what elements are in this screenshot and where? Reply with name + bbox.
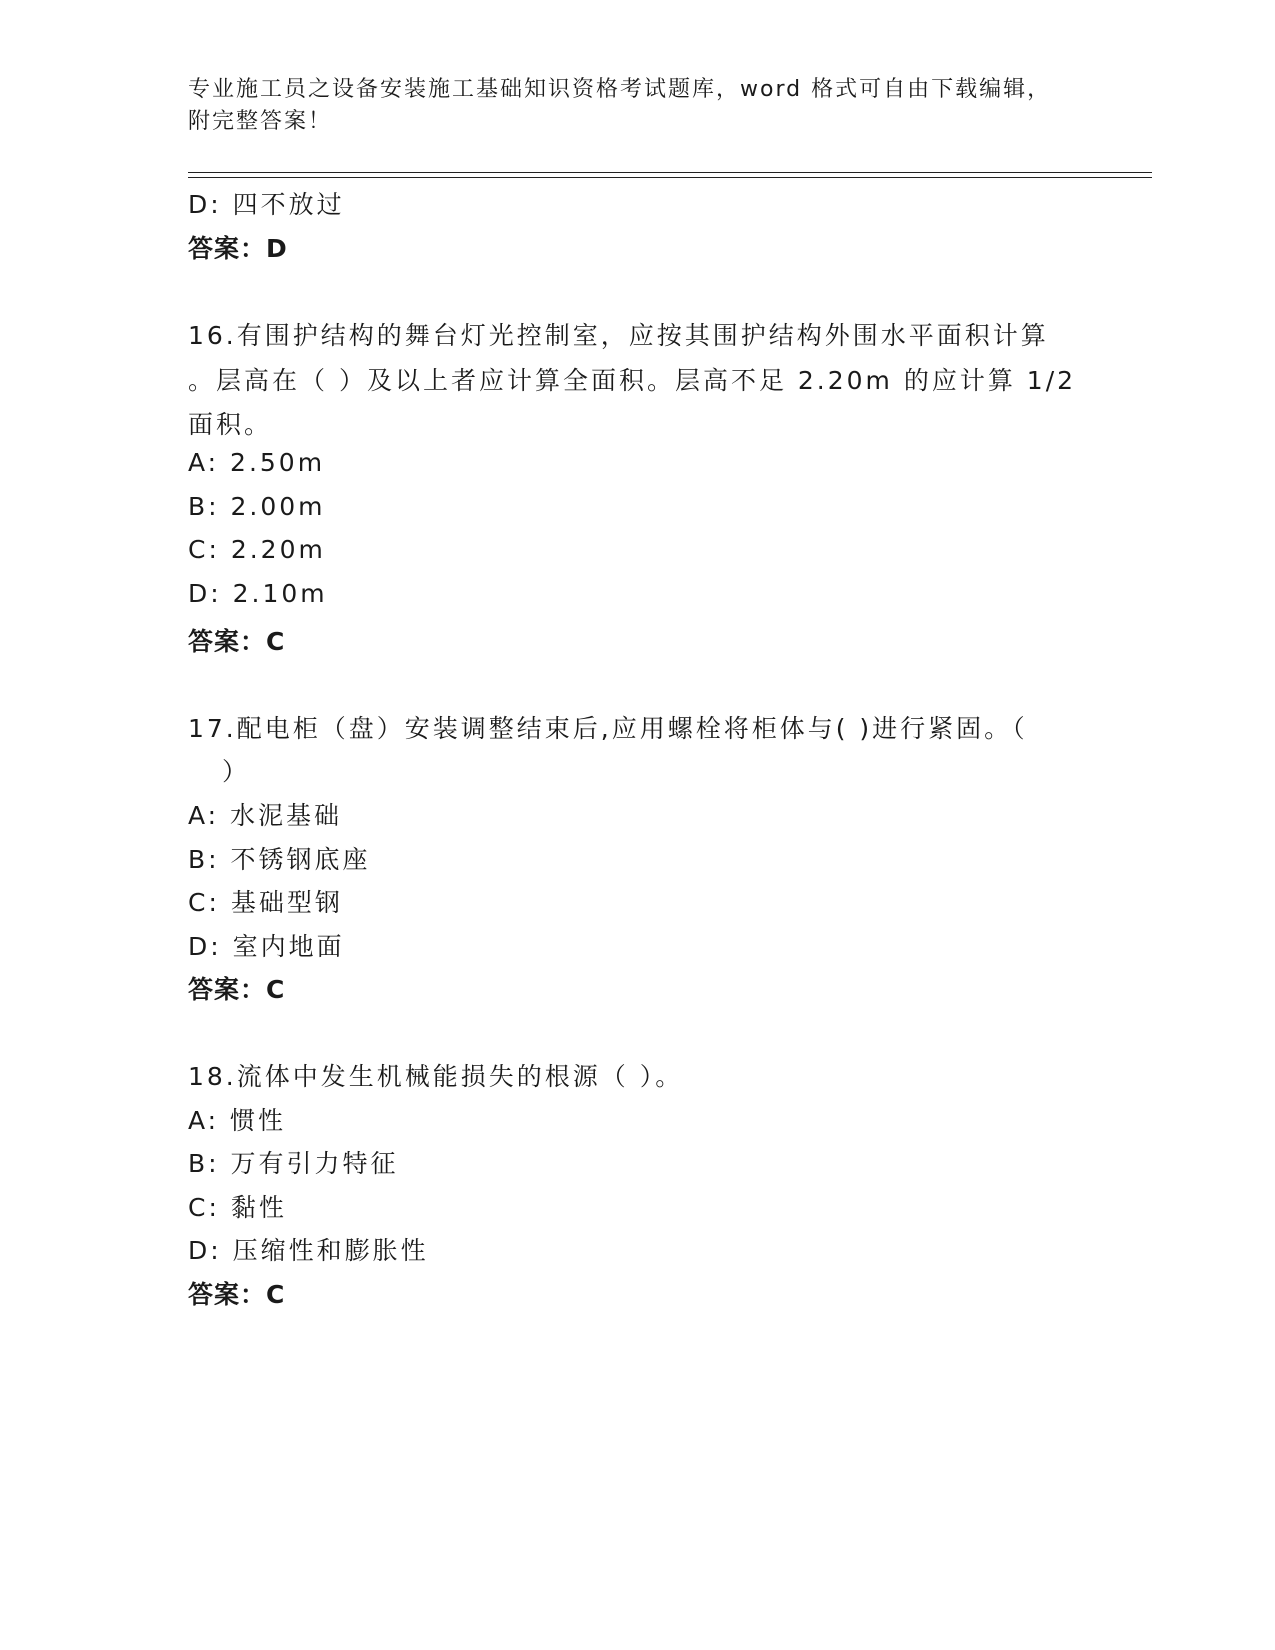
- q18-option-a: A: 惯性: [188, 1106, 287, 1135]
- q18-text-line-1: 18.流体中发生机械能损失的根源（ ）。: [188, 1062, 684, 1091]
- q17-option-c: C: 基础型钢: [188, 888, 343, 917]
- document-header: [188, 74, 1068, 138]
- header-rule-top: [188, 172, 1152, 173]
- header-rule-bottom: [188, 177, 1152, 178]
- prev-option-d: D: 四不放过: [188, 190, 345, 219]
- q16-option-a: A: 2.50m: [188, 448, 326, 477]
- q17-text-line-2: ）: [222, 757, 251, 786]
- q17-option-d: D: 室内地面: [188, 932, 345, 961]
- q16-answer: 答案：C: [188, 627, 286, 656]
- q17-text-line-1: 17.配电柜（盘）安装调整结束后,应用螺栓将柜体与( )进行紧固。（: [188, 714, 1028, 743]
- q18-option-d: D: 压缩性和膨胀性: [188, 1236, 429, 1265]
- prev-answer: 答案：D: [188, 234, 288, 263]
- q18-answer: 答案：C: [188, 1280, 286, 1309]
- q16-text-line-3: 面积。: [188, 410, 273, 439]
- q18-option-b: B: 万有引力特征: [188, 1149, 399, 1178]
- q16-text-line-2: 。层高在（ ）及以上者应计算全面积。层高不足 2.20m 的应计算 1/2: [188, 366, 1077, 395]
- q17-option-a: A: 水泥基础: [188, 801, 343, 830]
- header-line-1: 专业施工员之设备安装施工基础知识资格考试题库，word 格式可自由下载编辑，: [188, 77, 1052, 102]
- q16-option-d: D: 2.10m: [188, 579, 328, 608]
- q16-text-line-1: 16.有围护结构的舞台灯光控制室，应按其围护结构外围水平面积计算: [188, 321, 1049, 350]
- q17-answer: 答案：C: [188, 975, 286, 1004]
- q18-option-c: C: 黏性: [188, 1193, 287, 1222]
- q16-option-c: C: 2.20m: [188, 535, 326, 564]
- q17-option-b: B: 不锈钢底座: [188, 845, 371, 874]
- q16-option-b: B: 2.00m: [188, 492, 326, 521]
- header-line-2: 附完整答案！: [188, 109, 333, 134]
